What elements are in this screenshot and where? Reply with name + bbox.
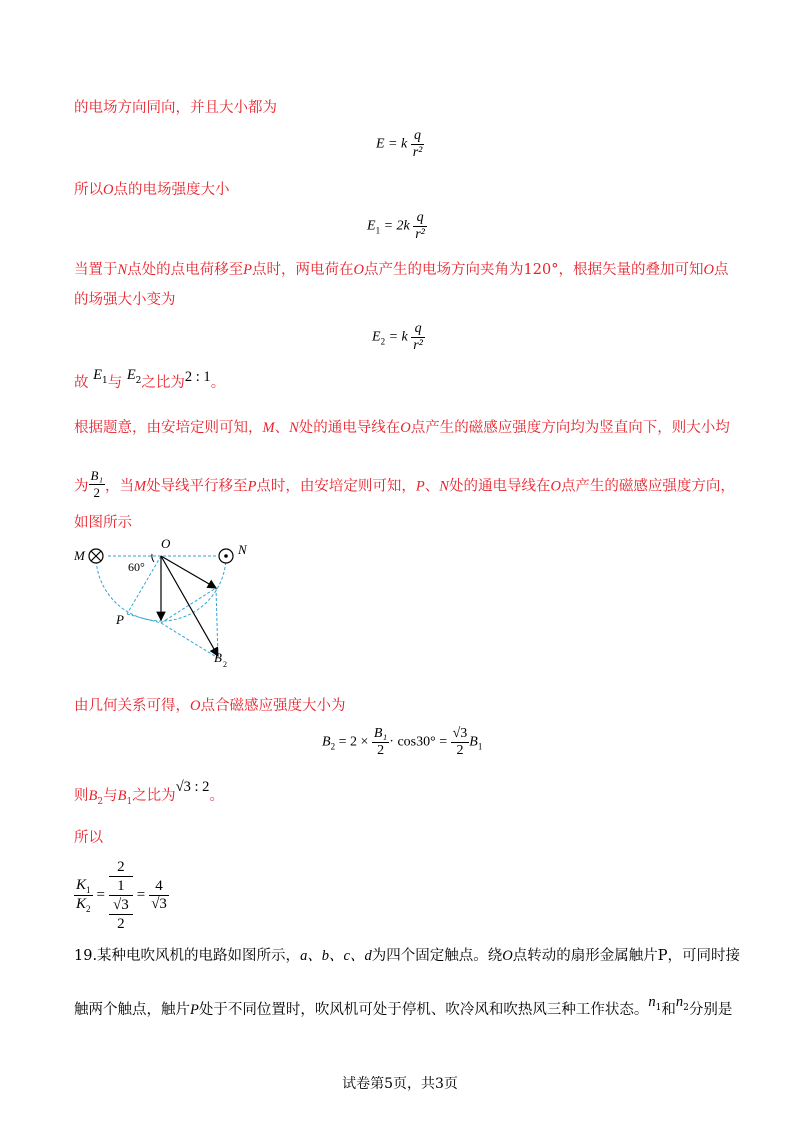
eq4-ends: 1 — [477, 741, 483, 752]
eq1-lhs: E = k — [376, 136, 408, 152]
l4: 的场强大小变为 — [74, 292, 176, 308]
root3b: √3 — [151, 896, 167, 912]
n2-text: n — [675, 994, 684, 1010]
l6sep: 、 — [274, 420, 290, 436]
l5ratio: 2 : 1 — [184, 369, 211, 385]
l5a: 故 — [74, 375, 89, 391]
l7sep: 、 — [424, 478, 440, 495]
equation-e2 — [372, 321, 425, 354]
eq5-eq2: = — [136, 887, 146, 903]
eq2-den: r² — [415, 227, 425, 242]
big-top — [109, 858, 133, 895]
l7n: N — [439, 478, 449, 495]
eq4-mid: = 2 × — [335, 734, 372, 750]
wire-n-dot-icon — [219, 549, 233, 563]
eq1-num: q — [411, 128, 425, 145]
l7e: 处的通电导线在 — [448, 478, 551, 495]
l3p: P — [243, 262, 253, 278]
l13c: 分别是 — [688, 1002, 733, 1018]
l3e: 点 — [713, 262, 729, 278]
l7a: 为 — [74, 478, 89, 495]
line-1-text: 的电场方向同向，并且大小都为 — [74, 100, 277, 116]
eq3-mid: = k — [385, 329, 408, 345]
k-ratio-layout — [74, 858, 169, 933]
n1-sub: 1 — [655, 1002, 662, 1013]
l7m: M — [133, 478, 147, 495]
equation-e — [376, 128, 424, 161]
ie2s: 2 — [135, 375, 142, 386]
ie2: E — [126, 367, 136, 383]
l6m: M — [262, 420, 275, 436]
eq2-mid: = 2k — [380, 218, 410, 234]
n2 — [675, 994, 689, 1013]
l6b: 处的通电导线在 — [298, 420, 401, 436]
text-line-8 — [74, 513, 132, 533]
page-footer: 试卷第5页，共3页 — [342, 1076, 458, 1092]
l13b: 处于不同位置时，吹风机可处于停机、吹冷风和吹热风三种工作状态。 — [198, 1002, 649, 1018]
label-b2: B — [214, 650, 222, 665]
big-bottom — [109, 895, 133, 933]
label-n: N — [238, 542, 247, 557]
l7o: O — [550, 478, 561, 495]
l9b: 点合磁感应强度大小为 — [200, 698, 346, 714]
four: 4 — [149, 878, 169, 896]
one: 1 — [117, 878, 125, 894]
label-angle: 60° — [128, 560, 145, 574]
k2-text: K — [76, 896, 87, 912]
eq4-bs: 2 — [330, 741, 336, 752]
eq4-cos: · cos30° = — [389, 734, 451, 750]
k2-sub: 2 — [86, 904, 91, 914]
l10b: 与 — [103, 788, 118, 804]
b1-half-fraction — [89, 468, 105, 501]
result-frac-cell — [149, 858, 169, 933]
equation-b2 — [322, 726, 482, 759]
eq2-num: q — [413, 210, 427, 227]
l3d: 点产生的电场方向夹角为120°，根据矢量的叠加可知 — [364, 262, 704, 278]
l7b: ，当 — [104, 478, 134, 495]
root3: √3 — [109, 896, 133, 915]
l9a: 由几何关系可得， — [74, 698, 190, 714]
eq4-end: B — [469, 734, 478, 750]
text-line-11 — [74, 828, 103, 848]
dashed-line-4 — [216, 588, 218, 658]
l7f: 点产生的磁感应强度方向， — [560, 478, 735, 495]
l2b: 点的电场强度大小 — [113, 182, 230, 198]
l12v: a、b、c、d — [300, 948, 372, 964]
l8: 如图所示 — [74, 515, 132, 531]
eq4-f2d: 2 — [456, 743, 464, 758]
l3o2: O — [703, 262, 714, 278]
l12c: 点转动的扇形金属触片P，可同时接 — [512, 948, 740, 964]
ie1: E — [93, 367, 102, 383]
eq4-b: B — [322, 734, 331, 750]
l5b: 与 — [107, 375, 123, 391]
text-line-6 — [74, 418, 730, 438]
eq3-num: q — [411, 321, 425, 338]
l2o: O — [103, 182, 114, 198]
text-line-10 — [74, 779, 224, 812]
l7c: 处导线平行移至 — [146, 478, 248, 495]
eq1-fraction — [411, 128, 425, 161]
b1hn: B₁ — [90, 468, 103, 483]
label-b2-sub: 2 — [223, 660, 227, 669]
eq4-f2n: √3 — [452, 726, 468, 741]
k-frac-cell — [74, 858, 93, 933]
eq5-eq1: = — [96, 887, 105, 903]
label-o: O — [161, 538, 171, 551]
l9o: O — [190, 698, 201, 714]
eq2-sub: 1 — [375, 225, 381, 236]
text-line-2 — [74, 180, 229, 200]
eq3-fraction — [411, 321, 425, 354]
vector-b2-arrow — [161, 556, 218, 656]
l6o: O — [400, 420, 411, 436]
eq2-fraction — [413, 210, 427, 243]
magnetic-field-figure — [70, 538, 270, 673]
l12a: 19.某种电吹风机的电路如图所示， — [74, 948, 301, 964]
eq3-e: E — [372, 329, 381, 345]
two-bot: 2 — [117, 916, 125, 932]
n2-sub: 2 — [683, 1002, 689, 1013]
dashed-line-1 — [127, 614, 161, 623]
inline-e2 — [126, 367, 142, 386]
text-line-3 — [74, 260, 728, 280]
eq4-frac1 — [372, 726, 389, 759]
k1 — [74, 877, 93, 896]
l3o: O — [353, 262, 365, 278]
text-line-12 — [74, 946, 740, 966]
l3c: 点时，两电荷在 — [252, 262, 354, 278]
l10b2: B — [88, 788, 98, 804]
dashed-line-2 — [161, 588, 216, 623]
l3b: 点处的点电荷移至 — [127, 262, 244, 278]
l13a: 触两个触点，触片 — [74, 1002, 190, 1018]
l3a: 当置于 — [74, 262, 118, 278]
l6c: 点产生的磁感应强度方向均为竖直向下，则大小均 — [410, 420, 730, 436]
wire-m-cross-icon — [89, 549, 103, 563]
l2a: 所以 — [74, 182, 103, 198]
eq3-den: r² — [413, 338, 423, 353]
l10b2s: 2 — [97, 796, 104, 807]
k1-text: K — [76, 877, 87, 893]
angle-arc — [152, 554, 154, 562]
l10b1s: 1 — [126, 796, 133, 807]
label-m: M — [74, 548, 85, 563]
l10d: 。 — [209, 788, 224, 804]
text-line-1 — [74, 98, 277, 118]
eq4-f1n: B₁ — [373, 726, 388, 741]
vector-right-arrow — [161, 556, 216, 588]
eq4-f1d: 2 — [377, 743, 385, 758]
equation-e1 — [367, 210, 427, 243]
l12b: 为四个固定触点。绕 — [371, 948, 503, 964]
label-p: P — [116, 612, 124, 627]
l6n: N — [289, 420, 299, 436]
l12o: O — [502, 948, 513, 964]
l10ratio: √3 : 2 — [175, 779, 210, 795]
eq2-e: E — [367, 218, 376, 234]
l13and: 和 — [661, 1002, 676, 1018]
text-line-5 — [74, 367, 226, 399]
l11: 所以 — [74, 830, 103, 846]
l10a: 则 — [74, 788, 89, 804]
ie1s: 1 — [101, 375, 108, 386]
l10b1: B — [117, 788, 127, 804]
text-line-4 — [74, 290, 176, 310]
eq3-sub: 2 — [380, 336, 386, 347]
inline-e1 — [93, 367, 108, 386]
text-line-9 — [74, 696, 345, 716]
l5c: 之比为 — [141, 375, 185, 391]
two-top: 2 — [109, 858, 133, 877]
l6a: 根据题意，由安培定则可知， — [74, 420, 263, 436]
l7p2: P — [415, 478, 425, 495]
eq1-den: r² — [412, 145, 423, 160]
text-line-13 — [74, 994, 733, 1026]
l7p: P — [247, 478, 257, 495]
text-line-7 — [74, 470, 735, 503]
n1-text: n — [648, 994, 656, 1010]
k1-sub: 1 — [86, 885, 91, 895]
big-frac-cell — [109, 858, 133, 933]
eq4-frac2 — [451, 726, 470, 759]
n1 — [648, 994, 662, 1013]
l13p: P — [190, 1002, 199, 1018]
l3n: N — [117, 262, 128, 278]
equation-k-ratio — [74, 858, 169, 933]
l5d: 。 — [210, 375, 226, 391]
l7d: 点时，由安培定则可知， — [256, 478, 416, 495]
l10c: 之比为 — [132, 788, 176, 804]
k2 — [74, 896, 93, 914]
b1hd: 2 — [93, 485, 100, 500]
